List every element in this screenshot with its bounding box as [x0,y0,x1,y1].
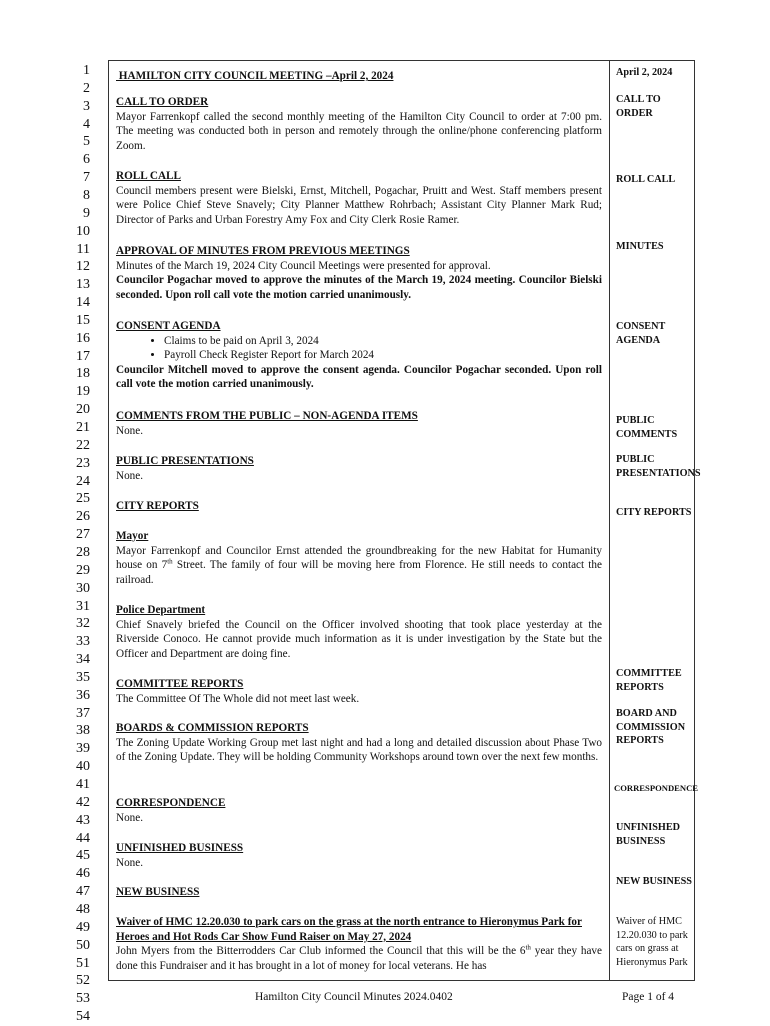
line-number: 51 [76,955,90,971]
line-number: 49 [76,919,90,935]
document-title: HAMILTON CITY COUNCIL MEETING –April 2, 2024 [116,70,394,82]
sidebar-call-to-order: CALL TO ORDER [616,94,661,119]
consent-agenda-section [116,319,602,392]
line-number: 13 [76,277,90,293]
sidebar-consent: CONSENT AGENDA [616,321,666,346]
waiver-heading: Waiver of HMC 12.20.030 to park cars on the grass at the north entrance to Hieronymus Park for Heroes and Hot Rods Car Show Fund Raiser on May 27, 2024 [116,916,582,943]
line-number: 7 [83,170,90,186]
mayor-heading: Mayor [116,530,149,542]
line-number: 25 [76,491,90,507]
line-number: 53 [76,991,90,1007]
call-to-order-text: Mayor Farrenkopf called the second monthly meeting of the Hamilton City Council to order at 7:00 pm. The meeting was conducted both in person and remotely through the online/phone conferencing platform Zoom. [116,110,602,152]
boards-heading: BOARDS & COMMISSION REPORTS [116,722,309,734]
line-number: 9 [83,205,90,221]
line-number: 21 [76,420,90,435]
public-presentations-heading: PUBLIC PRESENTATIONS [116,455,254,467]
line-number: 50 [76,937,90,953]
sidebar-unfinished: UNFINISHED BUSINESS [616,822,680,847]
public-presentations-text: None. [116,469,144,482]
line-number: 11 [76,241,90,257]
police-heading: Police Department [116,604,206,616]
line-number: 46 [76,866,90,882]
line-number: 40 [76,759,90,775]
unfinished-heading: UNFINISHED BUSINESS [116,842,244,854]
line-number: 34 [76,652,90,668]
sidebar-city-reports: CITY REPORTS [616,507,692,518]
boards-text: The Zoning Update Working Group met last night and had a long and detailed discussion about Phase Two of the Zoning Update. They will be holding Community Workshops around town over the next few months. [116,736,602,764]
consent-item: • Payroll Check Register Report for March 2024 [164,348,602,363]
line-number: 39 [76,741,90,757]
line-number: 16 [76,330,90,346]
sidebar-minutes: MINUTES [616,241,664,252]
footer-title: Hamilton City Council Minutes 2024.0402 [255,991,453,1003]
public-comments-text: None. [116,424,144,437]
consent-heading: CONSENT AGENDA [116,320,221,332]
new-business-heading: NEW BUSINESS [116,886,200,898]
police-text: Chief Snavely briefed the Council on the Officer involved shooting that took place yesterday at the Riverside Conoco. He cannot provide much information as it is under investigation by the State but the Officer and Department are doing fine. [116,618,602,660]
city-reports-heading: CITY REPORTS [116,500,199,512]
line-number: 3 [83,98,90,114]
city-reports-section [116,499,602,514]
mayor-text: Mayor Farrenkopf and Councilor Ernst attended the groundbreaking for the new Habitat for Humanity house on 7th Street. The family of four will be moving here from Florence. He still needs to contact the railroad. [116,544,602,586]
new-business-section [116,885,602,900]
line-number: 30 [76,580,90,596]
correspondence-section [116,796,602,825]
line-number: 43 [76,812,90,828]
line-number: 35 [76,669,90,685]
line-number: 22 [76,437,90,453]
line-number: 10 [76,223,90,239]
call-to-order-section [116,95,602,153]
minutes-heading: APPROVAL OF MINUTES FROM PREVIOUS MEETINGS [116,245,410,257]
line-number: 6 [83,152,90,168]
line-number: 14 [76,295,90,311]
line-number: 33 [76,634,90,650]
sidebar-date: April 2, 2024 [616,67,673,78]
line-number: 8 [83,187,90,203]
correspondence-text: None. [116,811,144,824]
mayor-report [116,529,602,587]
public-comments-heading: COMMENTS FROM THE PUBLIC – NON-AGENDA ITEMS [116,410,418,422]
sidebar-boards: BOARD AND COMMISSION REPORTS [616,708,686,746]
line-number: 15 [76,312,90,328]
line-number: 44 [76,830,90,846]
line-number: 54 [76,1009,90,1025]
sidebar-new-business: NEW BUSINESS [616,876,692,887]
line-number: 31 [76,598,90,614]
sidebar-waiver: Waiver of HMC 12.20.030 to park cars on grass at Hieronymus Park [616,916,688,968]
roll-call-section [116,169,602,227]
line-number: 5 [83,134,90,150]
line-number: 18 [76,366,90,382]
consent-item: • Claims to be paid on April 3, 2024 [164,334,602,349]
sidebar-correspondence: CORRESPONDENCE [614,783,699,793]
line-number: 20 [76,402,90,418]
line-number: 4 [83,116,90,132]
committee-text: The Committee Of The Whole did not meet last week. [116,692,360,705]
line-number: 17 [76,348,90,364]
call-to-order-heading: CALL TO ORDER [116,96,209,108]
public-comments-section [116,409,602,438]
line-number: 28 [76,544,90,560]
line-number: 41 [76,777,90,792]
committee-section [116,677,602,706]
line-number: 26 [76,509,90,525]
line-number: 19 [76,384,90,400]
roll-call-heading: ROLL CALL [116,170,181,182]
unfinished-business-section [116,841,602,870]
police-report [116,603,602,661]
correspondence-heading: CORRESPONDENCE [116,797,226,809]
minutes-motion: Councilor Pogachar moved to approve the minutes of the March 19, 2024 meeting. Councilor Bielski seconded. Upon roll call vote the motion carried unanimously. [116,274,602,301]
boards-section [116,721,602,765]
committee-heading: COMMITTEE REPORTS [116,678,244,690]
line-number: 48 [76,901,90,917]
column-divider [609,60,610,981]
minutes-text: Minutes of the March 19, 2024 City Council Meetings were presented for approval. [116,259,491,272]
waiver-item [116,915,602,973]
sidebar-public-presentations: PUBLIC PRESENTATIONS [616,454,701,479]
line-number: 24 [76,473,90,489]
roll-call-text: Council members present were Bielski, Ernst, Mitchell, Pogachar, Pruitt and West. Staff members present were Police Chief Steve Snavely; City Planner Matthew Rohrbach; Assistant City Planner Mark Rud; Director of Parks and Urban Forestry Amy Fox and City Clerk Rosie Ramer. [116,184,602,226]
line-number: 52 [76,973,90,989]
line-number: 29 [76,562,90,578]
waiver-text: John Myers from the Bitterrodders Car Club informed the Council that this will be the 6th year they have done this Fundraiser and it has brought in a lot of money for local veterans. He has [116,943,602,972]
line-number: 36 [76,687,90,703]
line-number: 45 [76,848,90,864]
line-number: 27 [76,527,90,543]
consent-list [116,334,602,363]
sidebar-public-comments: PUBLIC COMMENTS [616,415,678,440]
sidebar-committee: COMMITTEE REPORTS [616,668,682,693]
sidebar-roll-call: ROLL CALL [616,174,676,185]
unfinished-text: None. [116,856,144,869]
line-number: 42 [76,794,90,810]
public-presentations-section [116,454,602,483]
line-number: 37 [76,705,90,721]
line-number: 1 [83,63,90,78]
line-number: 2 [83,80,90,96]
line-number: 47 [76,884,90,900]
page-number: Page 1 of 4 [622,991,675,1003]
line-number: 32 [76,616,90,632]
line-number: 23 [76,455,90,471]
consent-motion: Councilor Mitchell moved to approve the consent agenda. Councilor Pogachar seconded. Upon roll call vote the motion carried unanimously. [116,363,602,391]
line-number: 38 [76,723,90,739]
line-number: 12 [76,259,90,275]
minutes-section [116,244,602,302]
